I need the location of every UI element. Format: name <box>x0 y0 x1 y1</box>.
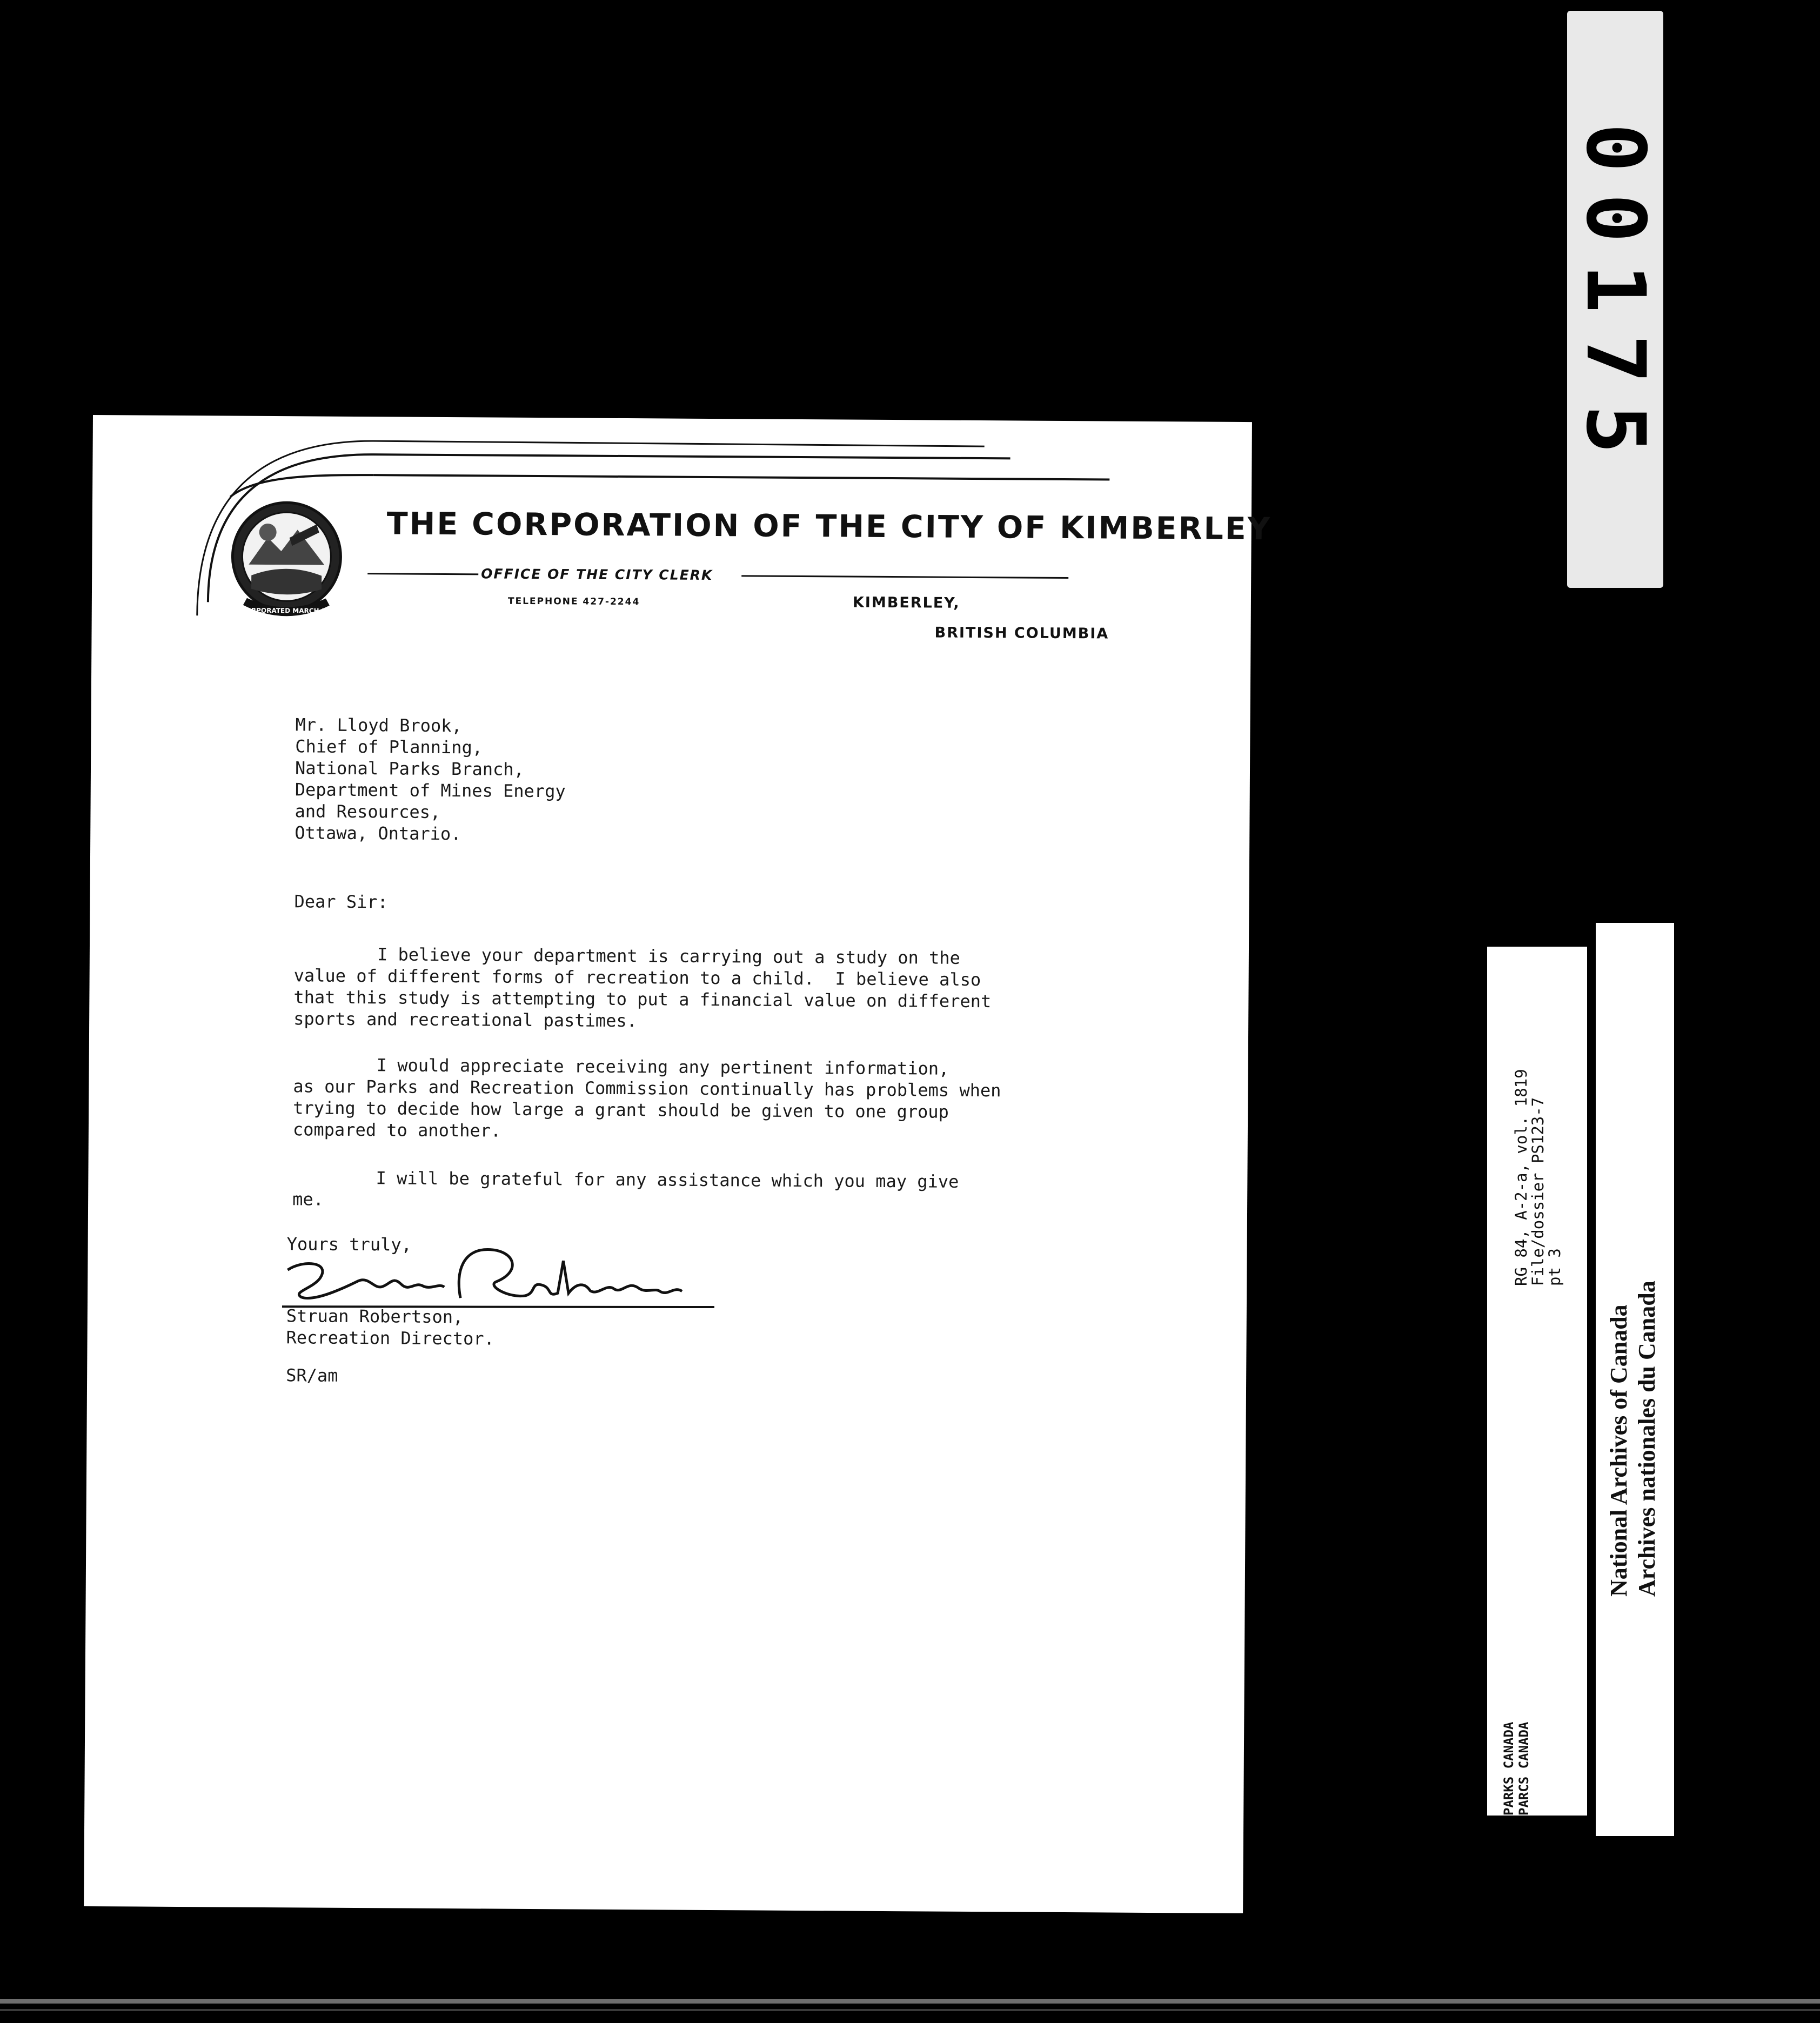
scan-edge-line-2 <box>0 2009 1820 2011</box>
recipient-address: Mr. Lloyd Brook, Chief of Planning, National Parks Branch, Department of Mines Energy and Resources, Ottawa, Ontario. <box>295 714 566 845</box>
frame-number: 00175 <box>1568 123 1662 475</box>
seal-ribbon-text: INCORPORATED MARCH 1944 <box>233 606 340 615</box>
body-paragraph-2: I would appreciate receiving any pertinent information, as our Parks and Recreation Commission continually has problems when trying to decide how large a grant should be given to one group compared to another. <box>292 1054 1001 1141</box>
parks-canada-label: PARKS CANADA PARCS CANADA <box>1501 1721 1531 1816</box>
scan-edge-line <box>0 1999 1820 2004</box>
body-paragraph-3: I will be grateful for any assistance which you may give me. <box>292 1167 959 1210</box>
telephone-number: TELEPHONE 427-2244 <box>507 595 640 608</box>
signer-name-title: Struan Robertson, Recreation Director. <box>286 1305 494 1349</box>
archive-reference-number: RG 84, A-2-a, vol. 1819 File/dossier PS123-7 pt 3 <box>1512 1069 1564 1286</box>
city-seal-logo <box>224 499 349 624</box>
reference-initials: SR/am <box>286 1365 338 1386</box>
office-subtitle: OFFICE OF THE CITY CLERK <box>481 566 713 584</box>
letter-sheet <box>84 415 1272 1913</box>
body-paragraph-1: I believe your department is carrying out a study on the value of different forms of recreation to a child. I believe also that this study is attempting to put a financial value on different sports and recreational pastimes. <box>293 943 992 1031</box>
valediction: Yours truly, <box>286 1234 412 1255</box>
national-archives-name: National Archives of Canada Archives nationales du Canada <box>1605 1281 1660 1597</box>
letterhead-province: BRITISH COLUMBIA <box>934 624 1109 642</box>
letterhead-city: KIMBERLEY, <box>852 594 960 612</box>
salutation: Dear Sir: <box>294 891 389 913</box>
letterhead-title: THE CORPORATION OF THE CITY OF KIMBERLEY <box>386 506 1272 547</box>
